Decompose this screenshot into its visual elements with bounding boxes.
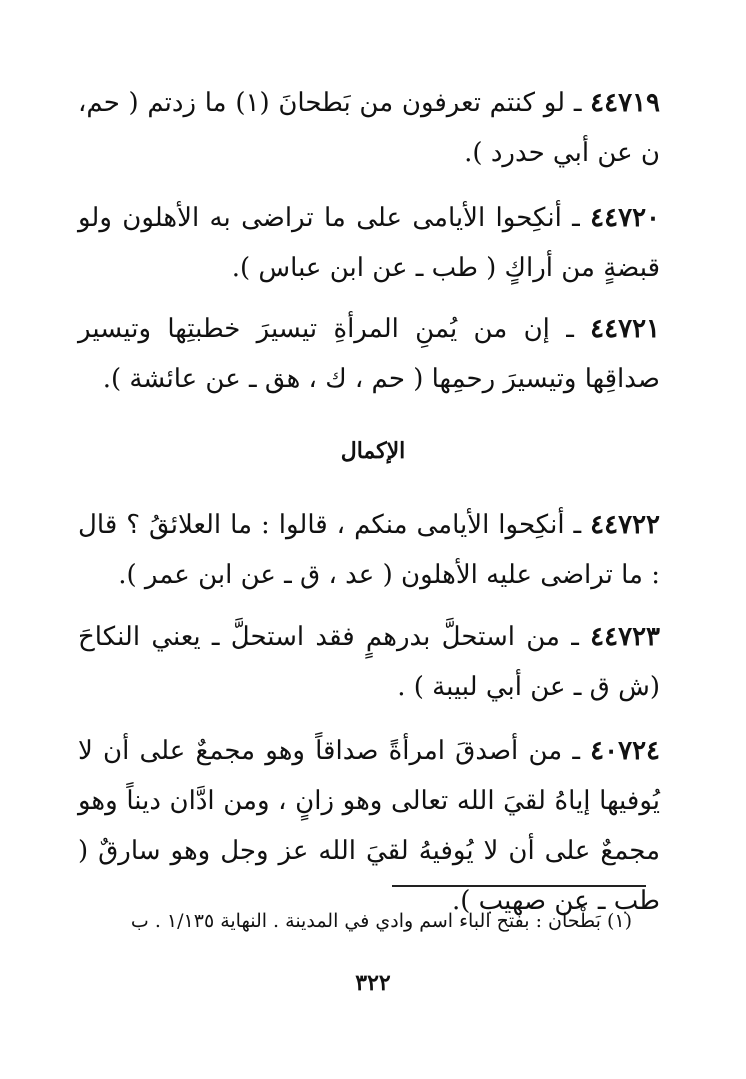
- hadith-text: ـ لو كنتم تعرفون من بَطحانَ (١) ما زدتم ( حم، ن عن أبي حدرد ).: [78, 88, 660, 168]
- section-heading: الإكمال: [340, 438, 406, 464]
- hadith-entry: [78, 726, 660, 926]
- footnote: (١) بَطْحان : بفتح الباء اسم وادي في المدينة . النهاية ١/١٣٥ . ب: [130, 910, 632, 932]
- hadith-number: ٤٤٧٢٠: [590, 203, 660, 233]
- hadith-number: ٤٤٧١٩: [590, 88, 660, 118]
- hadith-number: ٤٠٧٢٤: [590, 736, 660, 766]
- hadith-text: ـ أنكِحوا الأيامى على ما تراضى به الأهلون ولو قبضةٍ من أراكٍ ( طب ـ عن ابن عباس ).: [78, 203, 660, 283]
- hadith-entry: [78, 500, 660, 600]
- hadith-number: ٤٤٧٢١: [590, 314, 660, 344]
- hadith-text: ـ من أصدقَ امرأةً صداقاً وهو مجمعٌ على أن لا يُوفيها إياهُ لقيَ الله تعالى وهو زانٍ ، ومن ادَّان ديناً وهو مجمعٌ على أن لا يُوفيهُ لقيَ الله عز وجل وهو سارقٌ ( طب ـ عن صهيب ).: [78, 736, 660, 916]
- hadith-entry: [78, 78, 660, 178]
- hadith-number: ٤٤٧٢٢: [590, 510, 660, 540]
- hadith-entry: [78, 304, 660, 404]
- hadith-entry: [78, 612, 660, 712]
- page-number: ٣٢٢: [355, 970, 391, 996]
- hadith-text: ـ إن من يُمنِ المرأةِ تيسيرَ خطبتِها وتيسير صداقِها وتيسيرَ رحمِها ( حم ، ك ، هق ـ عن عائشة ).: [78, 314, 660, 394]
- hadith-entry: [78, 193, 660, 293]
- hadith-text: ـ أنكِحوا الأيامى منكم ، قالوا : ما العلائقُ ؟ قال : ما تراضى عليه الأهلون ( عد ، ق ـ عن ابن عمر ).: [78, 510, 660, 590]
- hadith-text: ـ من استحلَّ بدرهمٍ فقد استحلَّ ـ يعني النكاحَ (ش ق ـ عن أبي لبيبة ) .: [78, 622, 660, 702]
- hadith-number: ٤٤٧٢٣: [590, 622, 660, 652]
- footnote-divider: [392, 885, 646, 887]
